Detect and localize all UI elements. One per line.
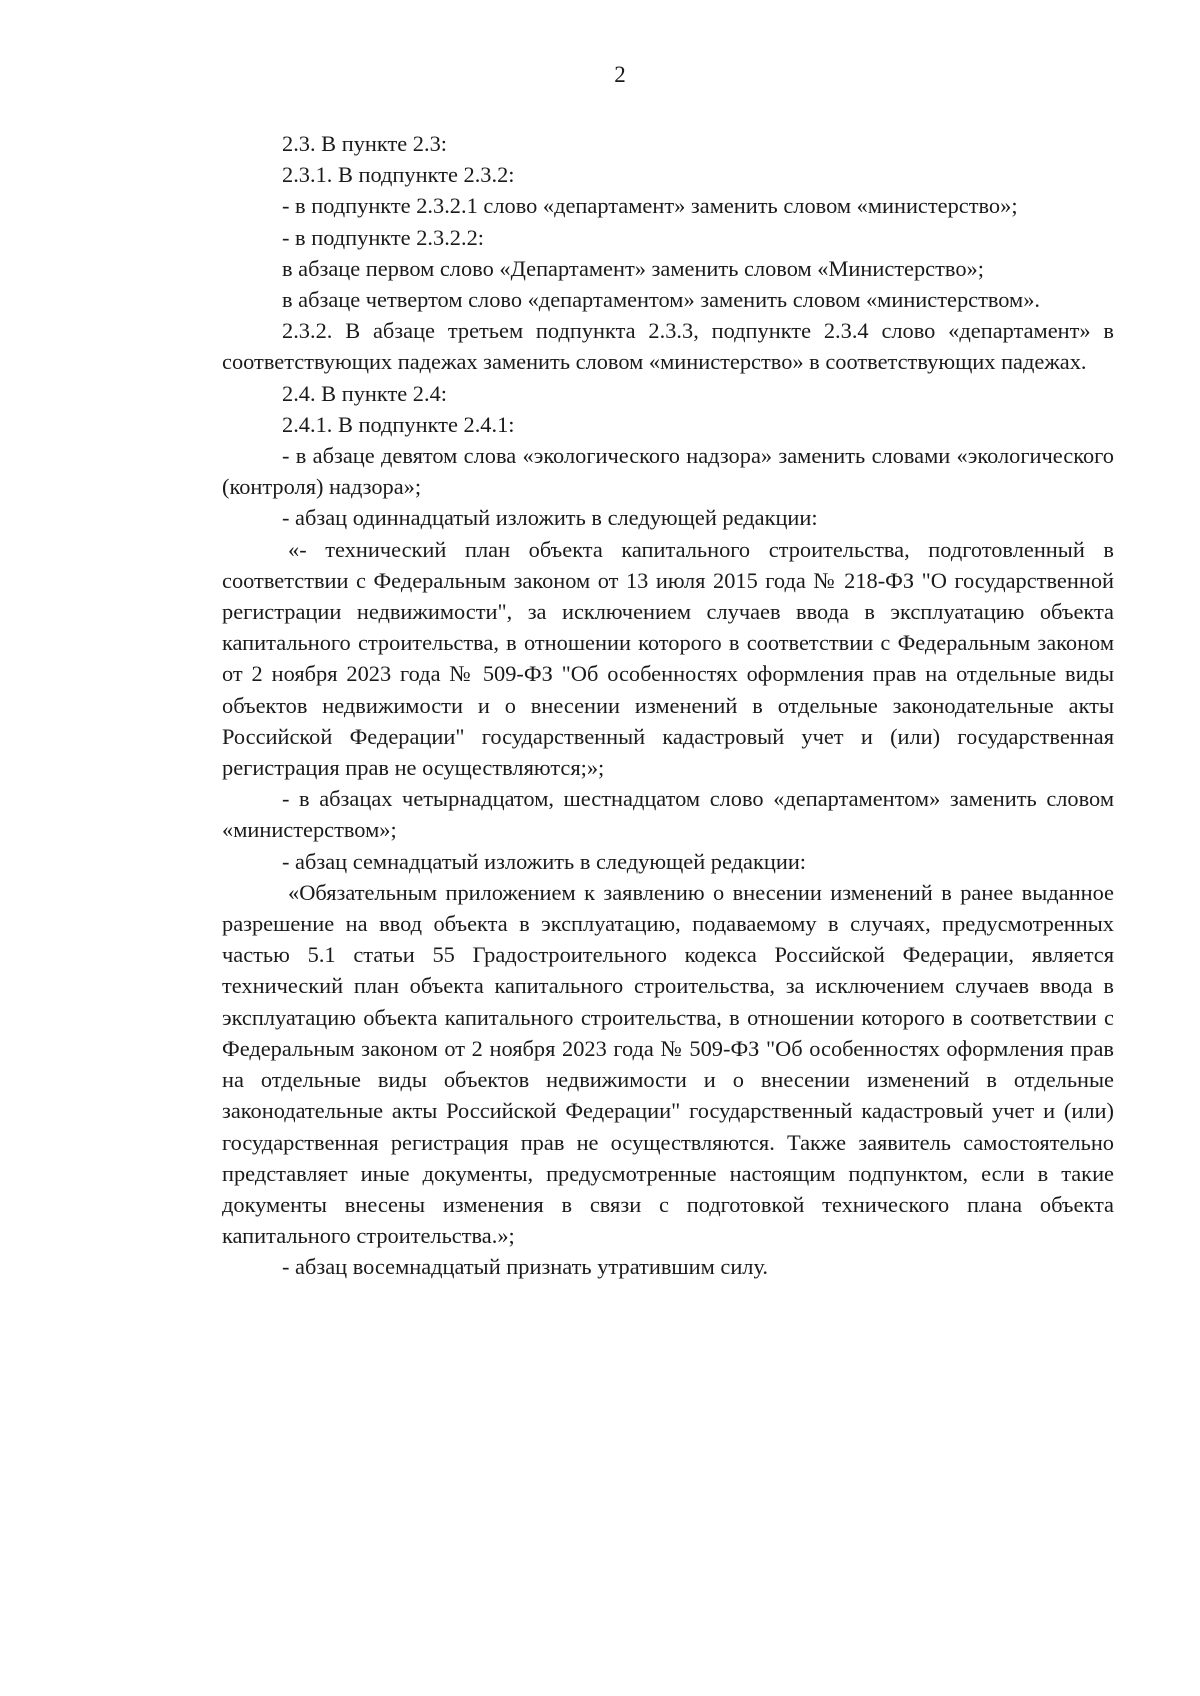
quote-technical-plan: «- технический план объекта капитального строительства, подготовленный в соответствии с Федеральным законом от 13 июля 2015 года № 218-ФЗ "О государственной регистрации недвижимости", за исключением случаев ввода в эксплуатацию объекта капитального строительства, в отношении которого в соответствии с Федеральным законом от 2 ноября 2023 года № 509-ФЗ "Об особенностях оформления прав на отдельные виды объектов недвижимости и о внесении изменений в отдельные законодательные акты Российской Федерации" государственный кадастровый учет и (или) государственная регистрация прав не осуществляются;»; [222,536,1114,781]
paragraph-ninth-abzac: - в абзаце девятом слова «экологического надзора» заменить словами «экологического (контроля) надзора»; [222,443,1114,500]
paragraph-2-4: 2.4. В пункте 2.4: [282,380,447,406]
paragraph-first-abzac: в абзаце первом слово «Департамент» заменить словом «Министерство»; [282,255,984,281]
paragraph-eighteenth-abzac: - абзац восемнадцатый признать утратившим силу. [282,1254,769,1280]
paragraph-seventeenth-abzac: - абзац семнадцатый изложить в следующей редакции: [282,848,807,874]
paragraph-2-3-1: 2.3.1. В подпункте 2.3.2: [282,162,515,188]
paragraph-fourth-abzac: в абзаце четвертом слово «департаментом» заменить словом «министерством». [282,287,1041,313]
document-body [222,128,1114,1283]
paragraph-eleventh-abzac: - абзац одиннадцатый изложить в следующей редакции: [282,505,818,531]
quote-mandatory-attachment: «Обязательным приложением к заявлению о внесении изменений в ранее выданное разрешение на ввод объекта в эксплуатацию, подаваемому в случаях, предусмотренных частью 5.1 статьи 55 Градостроительного кодекса Российской Федерации, является технический план объекта капитального строительства, за исключением случаев ввода в эксплуатацию объекта капитального строительства, в отношении которого в соответствии с Федеральным законом от 2 ноября 2023 года № 509-ФЗ "Об особенностях оформления прав на отдельные виды объектов недвижимости и о внесении изменений в отдельные законодательные акты Российской Федерации" государственный кадастровый учет и (или) государственная регистрация прав не осуществляются. Также заявитель самостоятельно представляет иные документы, предусмотренные настоящим подпунктом, если в такие документы внесены изменения в связи с подготовкой технического плана объекта капитального строительства.»; [222,879,1114,1249]
paragraph-2-4-1: 2.4.1. В подпункте 2.4.1: [282,411,515,437]
page-number: 2 [614,62,626,87]
paragraph-2-3: 2.3. В пункте 2.3: [282,131,447,156]
paragraph-subitem-2-3-2-2: - в подпункте 2.3.2.2: [282,224,485,250]
paragraph-subitem-2-3-2-1: - в подпункте 2.3.2.1 слово «департамент» заменить словом «министерство»; [282,193,1018,219]
paragraph-2-3-2: 2.3.2. В абзаце третьем подпункта 2.3.3, подпункте 2.3.4 слово «департамент» в соответствующих падежах заменить словом «министерство» в соответствующих падежах. [222,318,1114,375]
paragraph-fourteenth-sixteenth: - в абзацах четырнадцатом, шестнадцатом слово «департаментом» заменить словом «министерством»; [222,786,1114,843]
